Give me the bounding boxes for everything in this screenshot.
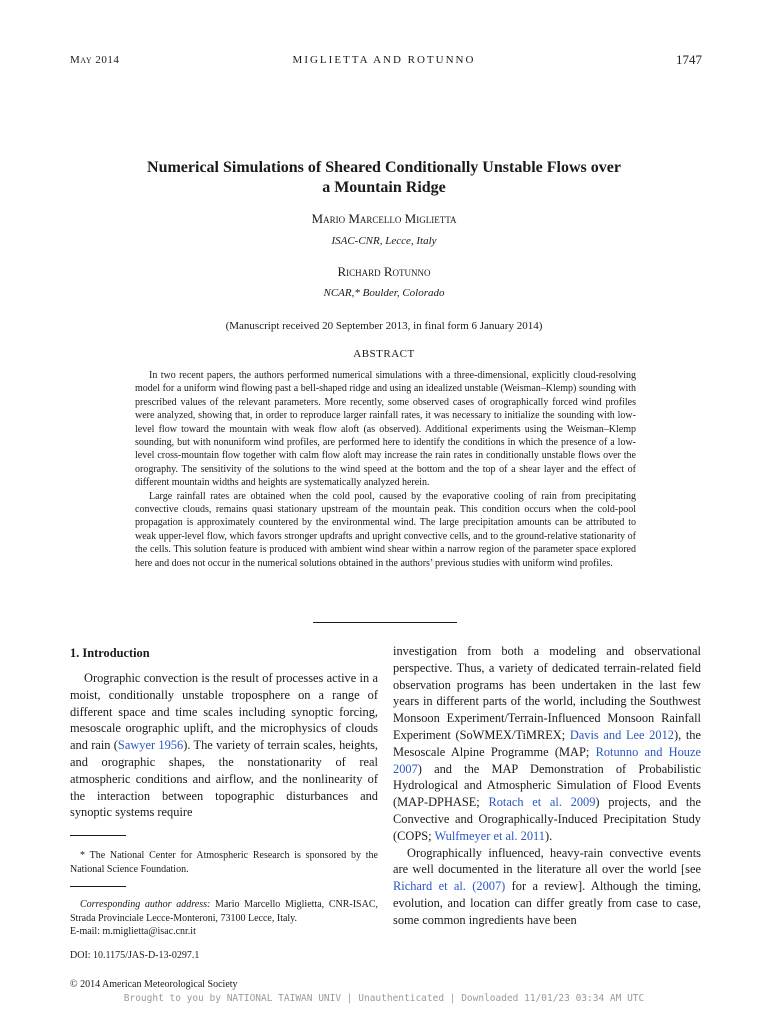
text-run: investigation from both a modeling and observational perspective. Thus, a variety of dedicated terrain-related field observation programs has been undertaken in the last few years in different parts of the world, including the Southwest Monsoon Experiment/Terrain-Influenced Monsoon Rainfall Experiment (SoWMEX/TiMREX; [393,644,701,742]
copyright: © 2014 American Meteorological Society [70,979,238,990]
body-paragraph [393,845,701,929]
footnote-rule [70,835,126,836]
footnote-rule [70,886,126,887]
footnote-address: Mario Marcello Miglietta, CNR-ISAC, Strada Provinciale Lecce-Monteroni, 73100 Lecce, Italy. [70,899,379,924]
text-run: ) and the MAP Demonstration of Probabilistic Hydrological and Atmospheric Simulation of Flood Events (MAP-DPHASE; [393,761,701,810]
paper-title [100,158,668,198]
manuscript-dates: (Manuscript received 20 September 2013, in final form 6 January 2014) [225,320,543,332]
running-header-authors: MIGLIETTA AND ROTUNNO [292,54,476,66]
text-run: ). [544,828,553,843]
download-watermark: Brought to you by NATIONAL TAIWAN UNIV | Unauthenticated | Downloaded 11/01/23 03:34 AM UTC [123,993,645,1004]
author-affiliation: ISAC-CNR, Lecce, Italy [331,235,437,247]
text-run: ) projects, and the Convective and Orographically-Induced Precipitation Study (COPS; [393,795,701,843]
author-name: Mario Marcello Miglietta [311,211,457,226]
body-paragraph [393,643,701,845]
abstract-paragraph: In two recent papers, the authors performed numerical simulations with a three-dimensional, explicitly cloud-resolving model for a uniform wind flowing past a bell-shaped ridge and using an idealized unstable (Weisman–Klemp) sounding with prescribed values of the relevant parameters. More recently, some observed cases of orographically forced wind profiles were analyzed, showing that, in order to reproduce larger rainfall rates, it was necessary to initialize the sounding with low-level flow toward the mountain with weak flow aloft (as observed). Additional experiments using the Weisman–Klemp sounding, but with nonuniform wind profiles, are performed here to identify the conditions in which the presence of a low-level cross-mountain flow together with calm flow aloft may increase the rain rates in conditionally unstable flows over the orography. The sensitivity of the solutions to the wind speed at the bottom and the top of a shear layer and the effect of different mountain widths and heights are systematically analyzed herein. [135,370,636,489]
abstract-paragraph: Large rainfall rates are obtained when the cold pool, caused by the evaporative cooling of rain from precipitating convective clouds, remains quasi stationary upstream of the mountain peak. This condition occurs when the cold-pool propagation is approximately countered by the environmental wind. The large precipitation amounts can be attributed to weak upper-level flow, which favors stronger updrafts and upright convective cells, and to the ground-relative stationarity of the cells. This solution feature is produced with ambient wind shear within a narrow region of the parameter space explored here and does not occur in the numerical solutions obtained in the authors’ previous studies with uniform wind profiles. [135,490,636,569]
right-column-text [393,643,701,929]
section-heading-introduction: 1. Introduction [70,646,150,660]
doi: DOI: 10.1175/JAS-D-13-0297.1 [70,950,200,961]
footnote-text [70,898,378,925]
body-paragraph [70,670,378,821]
author-name: Richard Rotunno [337,264,431,279]
text-run: ), the Mesoscale Alpine Programme (MAP; [393,727,701,759]
page-number: 1747 [676,52,702,67]
citation-link[interactable]: Rotach et al. 2009 [488,795,596,810]
footnote-ncar [70,849,378,876]
paper-title-line-1: Numerical Simulations of Sheared Conditionally Unstable Flows over [147,159,621,176]
corresponding-email: E-mail: m.miglietta@isac.cnr.it [70,926,196,937]
section-divider [313,622,457,623]
citation-link[interactable]: Sawyer 1956 [117,738,184,753]
citation-link[interactable]: Wulfmeyer et al. 2011 [434,828,545,843]
citation-link[interactable]: Rotunno and Houze 2007 [393,744,701,776]
abstract-body [135,369,636,570]
corresponding-author-footnote [70,898,378,939]
citation-link[interactable]: Richard et al. (2007) [393,879,506,894]
abstract-heading: ABSTRACT [353,348,415,360]
left-column-text [70,670,378,821]
text-run: for a review]. Although the timing, evolution, and location can differ greatly from case to case, some common ingredients have been [393,879,701,927]
text-run: ). The variety of terrain scales, heights, and orographic shapes, the nonstationarity of real atmospheric conditions and airflow, and the nonlinearity of the interaction between topographic disturbances and synoptic systems require [70,738,378,820]
footnote-label: Corresponding author address: [80,899,211,910]
text-run: Orographic convection is the result of processes active in a moist, conditionally unstable troposphere on a range of different space and time scales including synoptic forcing, mesoscale orographic uplift, and the microphysics of clouds and rain ( [70,671,378,753]
text-run: Orographically influenced, heavy-rain convective events are well documented in the literature all over the world [see [393,845,701,877]
paper-title-line-2: a Mountain Ridge [322,179,446,196]
citation-link[interactable]: Davis and Lee 2012 [569,727,674,742]
footnote-text: * The National Center for Atmospheric Research is sponsored by the National Science Foundation. [70,850,378,875]
author-affiliation: NCAR,* Boulder, Colorado [323,287,445,299]
running-header-date: May 2014 [70,54,120,66]
